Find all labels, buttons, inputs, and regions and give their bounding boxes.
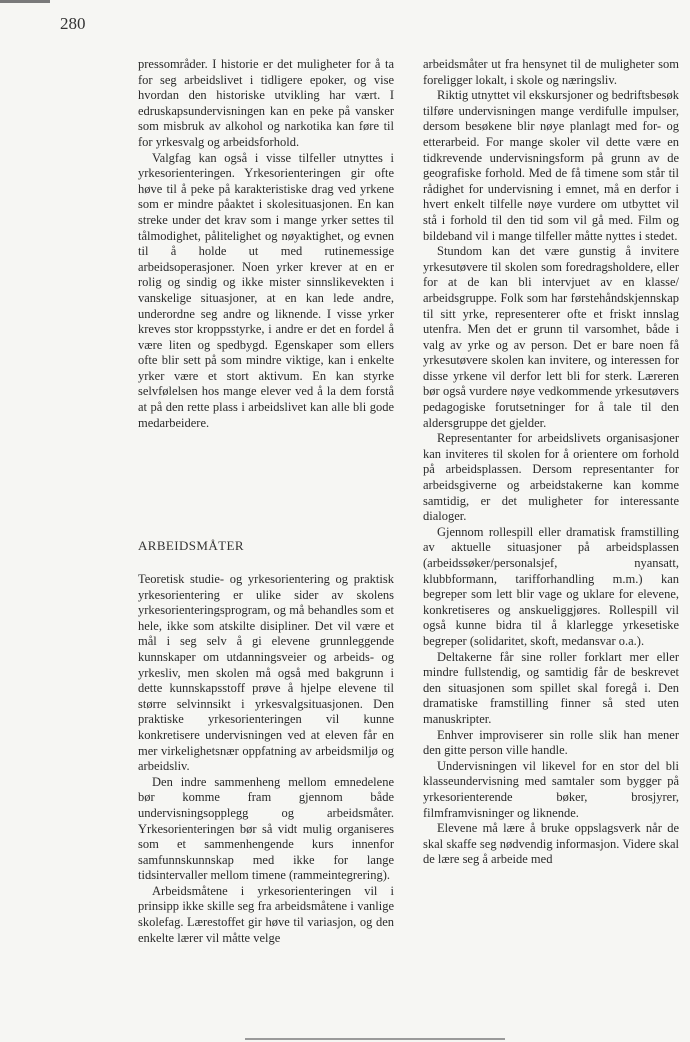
paragraph: Den indre sammenheng mellom emnedelene bør komme fram gjennom både undervisningsopplegg og arbeidsmåter. Yrkesorienteringen bør så vidt mulig organiseres som et sammenhengende kurs innenfor samfunnskunnskap med ikke for lange tidsintervaller mellom timene (rammeintegrering).: [138, 774, 394, 883]
paragraph: Representanter for arbeidslivets organisasjoner kan inviteres til skolen for å orientere om forhold på arbeidsplassen. Dersom representanter for arbeidsgiverne og arbeidstakerne kan komme samtidig, er det muligheter for interessante dialoger.: [423, 431, 679, 524]
paragraph: Undervisningen vil likevel for en stor del bli klasseundervisning med samtaler som bygger på yrkesorienterende bøker, brosjyrer, filmframvisninger og liknende.: [423, 758, 679, 820]
paragraph: Riktig utnyttet vil ekskursjoner og bedriftsbesøk tilføre undervisningen mange verdifulle impulser, dersom besøkene blir nøye planlagt med for- og etterarbeid. For mange skoler vil dette være en tidkrevende undervisningsform på grunn av de geografiske forhold. Med de få timene som står til rådighet for undervisning i emnet, må en derfor i hvert enkelt tilfelle nøye vurdere om utbyttet vil stå i forhold til den tid som vil gå med. Film og bildeband vil i mange tilfeller måtte nyttes i stedet.: [423, 88, 679, 243]
page-edge-mark: [0, 0, 50, 3]
paragraph: Enhver improviserer sin rolle slik han mener den gitte person ville handle.: [423, 727, 679, 758]
paragraph: Teoretisk studie- og yrkesorientering og praktisk yrkesorientering er ulike sider av skolens yrkesorienteringsprogram, og må behandles som et hele, ikke som atskilte disipliner. Det vil være et mål i seg selv å gi elevene grunnleggende kunnskaper om utdanningsveier og arbeids- og yrkesliv, men skolen må også med bakgrunn i dette kunnskapsstoff prøve å hjelpe elevene til større selvinnsikt i yrkesvalgsituasjonen. Den praktiske yrkesorienteringen vil kunne konkretisere undervisningen ved at eleven får en mer virkelighetsnær oppfatning av arbeidsmiljø og arbeidsliv.: [138, 572, 394, 774]
paragraph: Gjennom rollespill eller dramatisk framstilling av aktuelle situasjoner på arbeidsplassen (arbeidssøker/personalsjef, nyansatt, klubbformann, tarifforhandling m.m.) kan begreper som lett blir vage og uklare for elevene, konkretiseres og anskueliggjøres. Rollespill vil også kunne bidra til å klarlegge yrkesetiske begreper (solidaritet, skoft, medansvar o.a.).: [423, 524, 679, 648]
right-column: [423, 57, 679, 868]
paragraph: arbeidsmåter ut fra hensynet til de muligheter som foreligger lokalt, i skole og næringsliv.: [423, 57, 679, 87]
paragraph: Arbeidsmåtene i yrkesorienteringen vil i prinsipp ikke skille seg fra arbeidsmåtene i vanlige skolefag. Lærestoffet gir høve til variasjon, og den enkelte lærer vil måtte velge: [138, 883, 394, 945]
paragraph: Stundom kan det være gunstig å invitere yrkesutøvere til skolen som foredragsholdere, eller for at de kan bli intervjuet av en klasse/ arbeidsgruppe. Folk som har førstehåndskjennskap til sitt yrke, representerer ofte et friskt innslag utenfra. Men det er grunn til varsomhet, både i valg av yrke og av person. Det er bare noen få yrkesutøvere skolen kan invitere, og interessen for disse yrkene vil derfor lett bli for sterk. Læreren bør også vurdere nøye vedkommende yrkesutøvers pedagogiske forutsetninger for å tale til den aldersgruppe det gjelder.: [423, 244, 679, 430]
page-number: 280: [60, 14, 86, 33]
section-heading: ARBEIDSMÅTER: [138, 538, 244, 553]
paragraph: pressområder. I historie er det muligheter for å ta for seg arbeidslivet i tidligere epoker, og vise hvordan den historiske utvikling har vært. I edruskapsundervisningen kan en peke på vansker som misbruk av alkohol og narkotika kan føre til for yrkesvalg og arbeidsforhold.: [138, 57, 394, 149]
left-column-top: [138, 57, 394, 431]
paragraph: Valgfag kan også i visse tilfeller utnyttes i yrkesorienteringen. Yrkesorienteringen gir ofte høve til å peke på karakteristiske drag ved yrkene som er mindre påaktet i skolesituasjonen. En kan streke under det krav som i mange yrker settes til tålmodighet, pålitelighet og nøyaktighet, og evnen til å holde ut med rutinemessige arbeidsoperasjoner. Noen yrker krever at en er rolig og sindig og ikke mister sinnslikevekten i vanskelige situasjoner, at en kan lede andre, underordne seg andre og liknende. I visse yrker kreves stor kroppsstyrke, i andre er det en fordel å være liten og spedbygd. Egenskaper som ellers ofte blir sett på som mindre viktige, kan i enkelte yrker være et stort aktivum. En kan styrke selvfølelsen hos mange elever ved å la dem forstå at på den rette plass i arbeidslivet kan alle bli gode medarbeidere.: [138, 150, 394, 430]
page-bottom-edge: [245, 1038, 505, 1040]
left-column-bottom: [138, 572, 394, 946]
paragraph: Elevene må lære å bruke oppslagsverk når de skal skaffe seg nødvendig informasjon. Videre skal de lære seg å arbeide med: [423, 821, 679, 867]
paragraph: Deltakerne får sine roller forklart mer eller mindre fullstendig, og samtidig får de beskrevet den situasjonen som spillet skal foregå i. Den dramatiske framstilling finner så sted uten manuskripter.: [423, 649, 679, 726]
